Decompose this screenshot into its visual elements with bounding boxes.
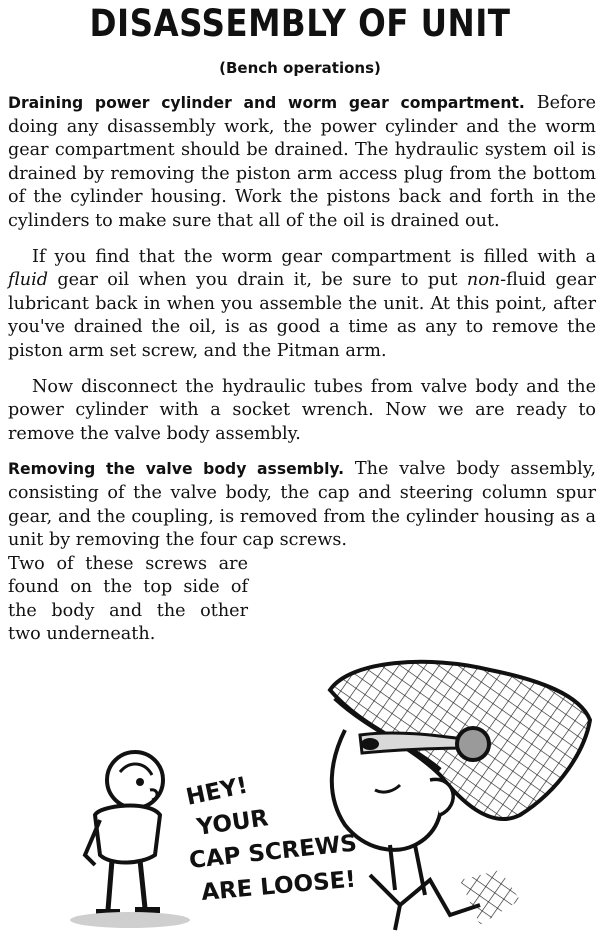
paragraph-removing: [8, 458, 596, 552]
small-character: [70, 752, 190, 928]
body-text: [8, 92, 596, 659]
paragraph-fluid-part3: -fluid gear lubricant back in when you assemble the unit. At this point, after you've drained the oil, is as good a time as any to remove the piston arm set screw, and the Pitman arm.: [8, 270, 596, 361]
paragraph-draining-text: Before doing any disassembly work, the power cylinder and the worm gear compartment should be drained. The hydraulic system oil is drained by removing the piston arm access plug from the bottom of the cylinder housing. Work the pistons back and forth in the cylinders to make sure that all of the oil is drained out.: [8, 93, 596, 231]
emphasis-fluid: fluid: [8, 270, 48, 291]
cartoon-illustration: [0, 640, 600, 940]
speech-line-1: HEY!: [183, 772, 250, 811]
run-in-heading-removing: Removing the valve body assembly.: [8, 460, 345, 479]
paragraph-screws: Two of these screws are found on the top side of the body and the other two underneath.: [8, 553, 248, 645]
speech-line-3: CAP SCREWS: [187, 830, 359, 874]
speech-line-2: YOUR: [195, 805, 270, 841]
paragraph-fluid-part2: gear oil when you drain it, be sure to put: [47, 270, 467, 291]
paragraph-disconnect: Now disconnect the hydraulic tubes from valve body and the power cylinder with a socket wrench. Now we are ready to remove the valve body assembly.: [8, 376, 596, 444]
paragraph-fluid: [8, 246, 596, 364]
page-subtitle: (Bench operations): [219, 59, 381, 77]
run-in-heading-draining: Draining power cylinder and worm gear compartment.: [8, 94, 525, 112]
paragraph-fluid-part1: If you find that the worm gear compartment is filled with a: [32, 246, 596, 267]
paragraph-draining: [8, 92, 596, 234]
mechanic-character: [330, 662, 590, 930]
paragraph-removing-text: The valve body assembly, consisting of the valve body, the cap and steering column spur gear, and the coupling, is removed from the cylinder housing as a unit by removing the four cap screws.: [8, 459, 596, 551]
page-title: DISASSEMBLY OF UNIT: [89, 2, 511, 45]
emphasis-non: non: [466, 270, 501, 291]
speech-line-4: ARE LOOSE!: [200, 866, 357, 906]
